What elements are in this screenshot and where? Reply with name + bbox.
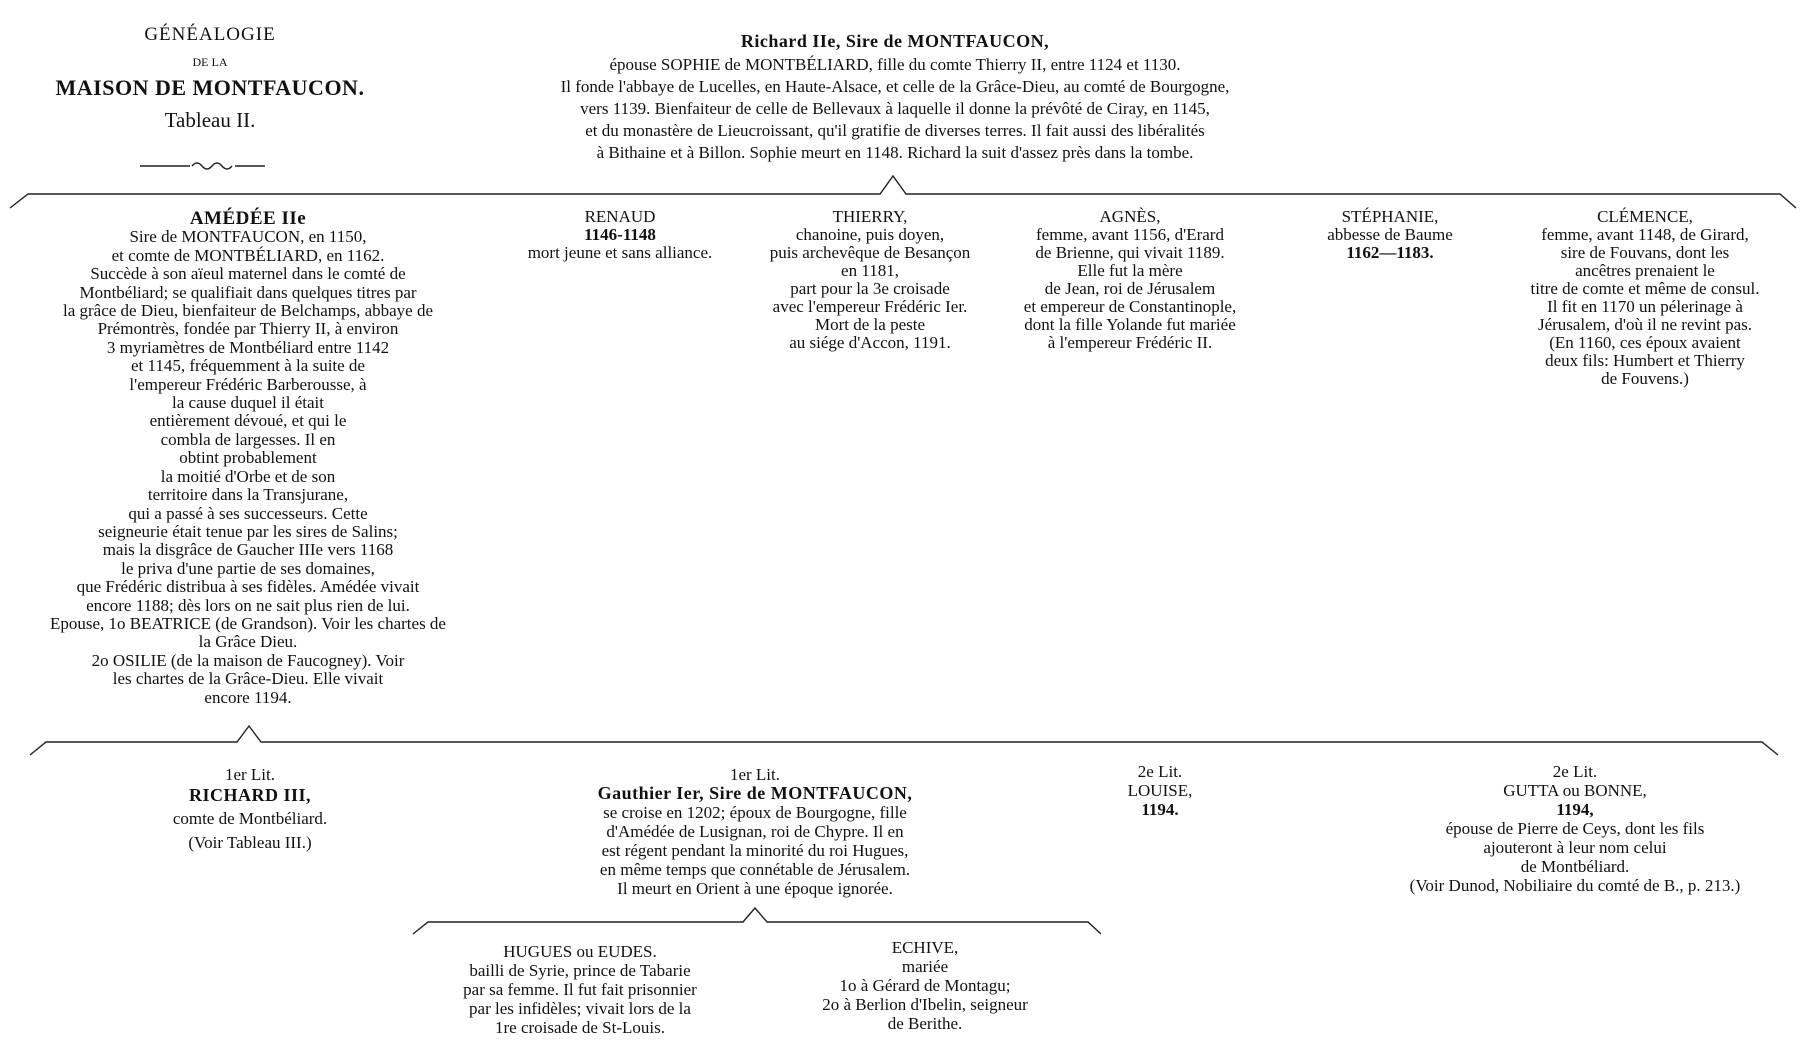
louise [1080,762,1240,819]
clemence-line: Jérusalem, d'où il ne revint pas. [1537,315,1753,334]
renaud-line: 1146-1148 [584,225,656,244]
gauthier-i [560,765,950,898]
gauthier-line: d'Amédée de Lusignan, roi de Chypre. Il en [606,822,904,841]
amedee-line: 2o OSILIE (de la maison de Faucogney). Voir [91,650,405,670]
richard-iii-line: RICHARD III, [188,785,311,805]
hugues-line: par sa femme. Il fut fait prisonnier [463,980,697,999]
agnes-line: à l'empereur Frédéric II. [1047,333,1213,352]
agnes-line: AGNÈS, [1099,207,1161,226]
clemence-line: Il fit en 1170 un pélerinage à [1547,297,1743,316]
amedee-line: seigneurie était tenue par les sires de Salins; [98,521,398,541]
amedee-line: et 1145, fréquemment à la suite de [131,356,365,376]
amedee-line: la moitié d'Orbe et de son [160,466,336,486]
thierry-line: en 1181, [841,261,899,280]
root-line-3: vers 1139. Bienfaiteur de celle de Bellevaux à laquelle il donne la prévôté de Ciray, en 1145, [580,99,1210,118]
gauthier-line: en même temps que connétable de Jérusalem. [599,860,911,879]
gauthier-line: Il meurt en Orient à une époque ignorée. [617,879,893,898]
gutta-line: de Montbéliard. [1520,857,1630,876]
renaud-line: RENAUD [584,207,656,226]
amedee-line: territoire dans la Transjurane, [147,485,349,505]
amedee-line: entièrement dévoué, et qui le [149,411,347,431]
echive-line: ECHIVE, [891,938,959,957]
echive [790,938,1060,1033]
thierry [745,208,995,352]
thierry-line: Mort de la peste [815,315,925,334]
root-line-0: Richard IIe, Sire de MONTFAUCON, [740,31,1050,51]
amedee-line: la Grâce Dieu. [198,632,298,652]
amedee-line: combla de largesses. Il en [160,429,336,449]
gutta-line: 1194, [1556,800,1594,819]
amedee-line: l'empereur Frédéric Barberousse, à [129,374,367,394]
gutta-line: 2e Lit. [1552,762,1598,781]
amedee-line: encore 1188; dès lors on ne sait plus rien de lui. [86,595,410,615]
amedee-line: Epouse, 1o BEATRICE (de Grandson). Voir les chartes de [50,613,446,633]
clemence-line: de Fouvens.) [1601,369,1689,388]
amedee-line: Succède à son aïeul maternel dans le comté de [90,264,406,284]
amedee-line: les chartes de la Grâce-Dieu. Elle vivait [112,669,384,689]
louise-line: 1194. [1141,800,1179,819]
echive-line: mariée [901,957,949,976]
root-richard-ii [470,32,1320,162]
root-line-2: Il fonde l'abbaye de Lucelles, en Haute-Alsace, et celle de la Grâce-Dieu, au comté de Bourgogne, [560,77,1230,96]
title-maison: MAISON DE MONTFAUCON. [55,75,365,100]
thierry-line: au siége d'Accon, 1191. [789,333,951,352]
title-genealogie: GÉNÉALOGIE [144,24,276,45]
agnes-line: Elle fut la mère [1077,261,1183,280]
gauthier-line: se croise en 1202; époux de Bourgogne, fille [603,803,907,822]
gauthier-line: 1er Lit. [729,765,781,784]
stephanie [1290,208,1490,262]
renaud [495,208,745,262]
amedee-line: Montbéliard; se qualifiait dans quelques titres par [79,282,417,302]
echive-line: 2o à Berlion d'Ibelin, seigneur [822,995,1028,1014]
root-line-4: et du monastère de Lieucroissant, qu'il gratifie de diverses terres. Il fait aussi des libéralités [585,121,1205,140]
gutta [1370,762,1780,895]
gutta-line: GUTTA ou BONNE, [1503,781,1647,800]
hugues-line: 1re croisade de St-Louis. [495,1018,665,1037]
clemence-line: femme, avant 1148, de Girard, [1541,225,1749,244]
root-line-1: épouse SOPHIE de MONTBÉLIARD, fille du comte Thierry II, entre 1124 et 1130. [609,55,1181,74]
amedee-line: 3 myriamètres de Montbéliard entre 1142 [106,337,390,357]
amedee-line: la grâce de Dieu, bienfaiteur de Belchamps, abbaye de [62,301,434,321]
gutta-line: (Voir Dunod, Nobiliaire du comté de B., p. 213.) [1409,876,1741,895]
louise-line: 2e Lit. [1137,762,1183,781]
amedee-line: Prémontrès, fondée par Thierry II, à environ [97,319,399,339]
amedee-ii [18,210,478,707]
echive-line: de Berithe. [887,1014,963,1033]
thierry-line: part pour la 3e croisade [790,279,950,298]
amedee-line: qui a passé à ses successeurs. Cette [128,503,368,523]
clemence-line: deux fils: Humbert et Thierry [1545,351,1745,370]
gutta-line: ajouteront à leur nom celui [1483,838,1667,857]
stephanie-line: 1162—1183. [1346,243,1434,262]
hugues-line: HUGUES ou EUDES. [503,942,657,961]
hugues-line: bailli de Syrie, prince de Tabarie [469,961,691,980]
louise-line: LOUISE, [1127,781,1193,800]
richard-iii-line: comte de Montbéliard. [172,809,328,828]
renaud-line: mort jeune et sans alliance. [527,243,713,262]
clemence-line: sire de Fouvans, dont les [1560,243,1730,262]
amedee-line: obtint probablement [179,448,317,468]
richard-iii-line: 1er Lit. [224,765,276,784]
thierry-line: puis archevêque de Besançon [769,243,971,262]
amedee-line: AMÉDÉE IIe [189,208,307,229]
gauthier-line: Gauthier Ier, Sire de MONTFAUCON, [597,783,913,803]
amedee-line: la cause duquel il était [172,393,324,413]
clemence [1500,208,1790,388]
clemence-line: ancêtres prenaient le [1575,261,1715,280]
clemence-line: CLÉMENCE, [1597,207,1693,226]
stephanie-line: abbesse de Baume [1327,225,1453,244]
agnes-line: et empereur de Constantinople, [1023,297,1237,316]
amedee-line: et comte de MONTBÉLIARD, en 1162. [111,245,385,265]
root-line-5: à Bithaine et à Billon. Sophie meurt en 1148. Richard la suit d'assez près dans la tombe. [596,143,1194,162]
hugues-line: par les infidèles; vivait lors de la [469,999,691,1018]
clemence-line: (En 1160, ces époux avaient [1549,333,1741,352]
title-tableau: Tableau II. [164,108,256,132]
echive-line: 1o à Gérard de Montagu; [839,976,1011,995]
amedee-line: que Frédéric distribua à ses fidèles. Amédée vivait [76,577,420,597]
amedee-line: Sire de MONTFAUCON, en 1150, [129,227,367,247]
agnes-line: de Jean, roi de Jérusalem [1044,279,1216,298]
agnes [1005,208,1255,352]
stephanie-line: STÉPHANIE, [1341,207,1439,226]
richard-iii-line: (Voir Tableau III.) [188,833,312,852]
gauthier-line: est régent pendant la minorité du roi Hugues, [601,841,909,860]
title-de-la: DE LA [192,55,228,69]
richard-iii [120,765,380,853]
amedee-line: encore 1194. [204,687,292,707]
hugues-ou-eudes [430,942,730,1037]
agnes-line: femme, avant 1156, d'Erard [1036,225,1224,244]
title-block [20,24,400,132]
gutta-line: épouse de Pierre de Ceys, dont les fils [1445,819,1705,838]
agnes-line: de Brienne, qui vivait 1189. [1035,243,1225,262]
agnes-line: dont la fille Yolande fut mariée [1024,315,1236,334]
thierry-line: avec l'empereur Frédéric Ier. [772,297,968,316]
thierry-line: chanoine, puis doyen, [795,225,945,244]
amedee-line: le priva d'une partie de ses domaines, [121,558,375,578]
thierry-line: THIERRY, [832,207,908,226]
amedee-line: mais la disgrâce de Gaucher IIIe vers 1168 [102,540,394,560]
clemence-line: titre de comte et même de consul. [1530,279,1760,298]
